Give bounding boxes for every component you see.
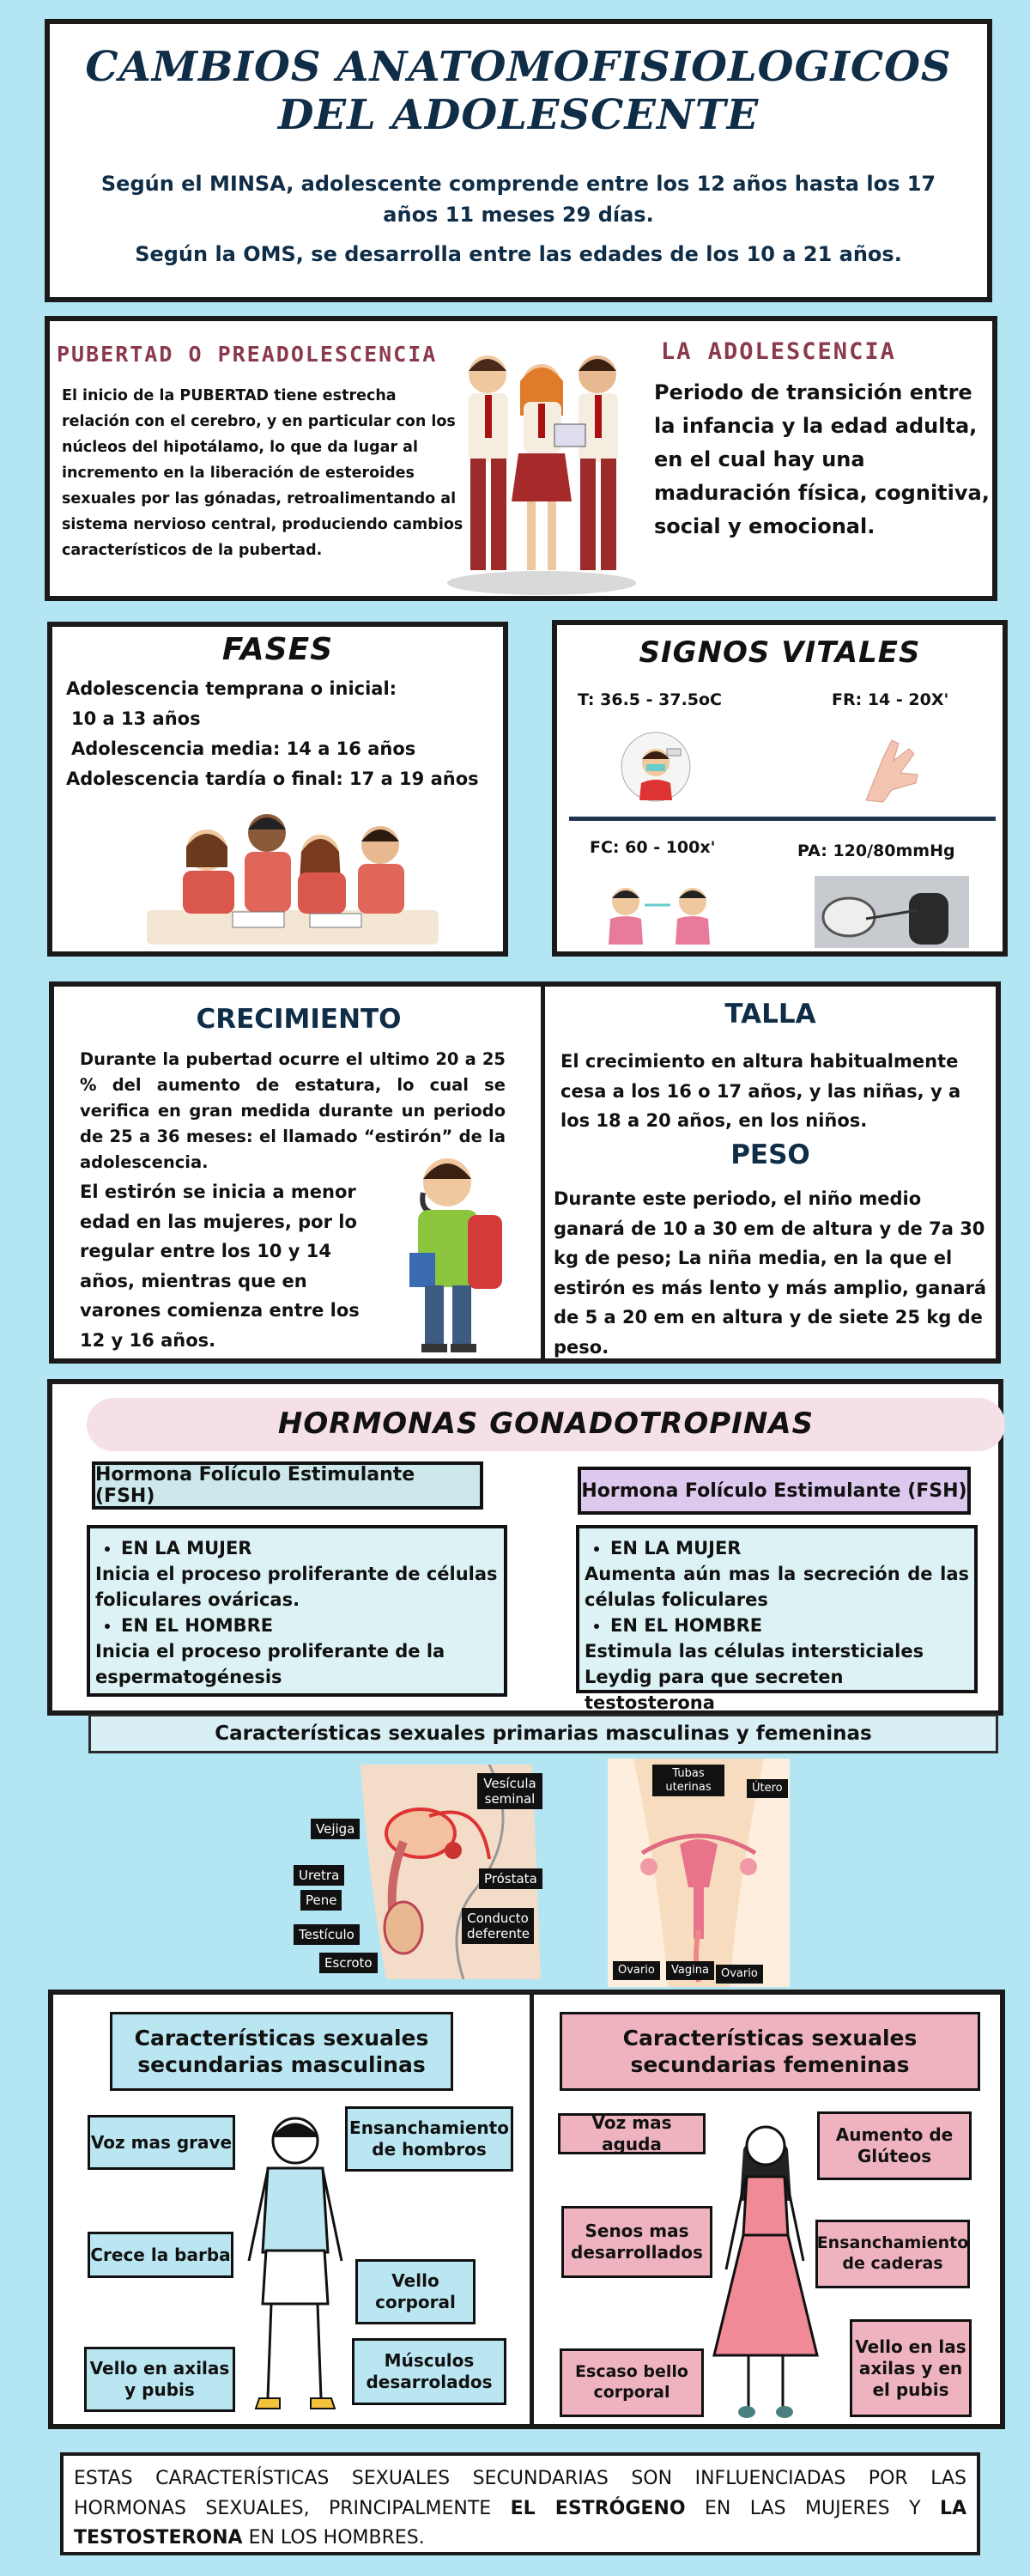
crecimiento-divider: [541, 987, 545, 1358]
secundarias-masculinas-title: Características sexuales secundarias masculinas: [110, 2012, 453, 2091]
hormonas-title: HORMONAS GONADOTROPINAS: [277, 1406, 815, 1441]
label-prostata: Próstata: [479, 1868, 542, 1889]
pubertad-title: PUBERTAD O PREADOLESCENCIA: [57, 342, 438, 367]
label-vesicula: Vesícula seminal: [477, 1773, 542, 1809]
talla-title: TALLA: [724, 999, 816, 1030]
fases-card: [47, 622, 508, 957]
secundarias-femeninas-title: Características sexuales secundarias femeninas: [560, 2012, 980, 2091]
fases-line1: Adolescencia temprana o inicial:: [66, 678, 397, 699]
fases-title: FASES: [221, 632, 334, 667]
label-uretra: Uretra: [294, 1865, 344, 1886]
label-pene: Pene: [300, 1890, 342, 1911]
pubertad-card: [45, 316, 997, 601]
footer-part3: EN LOS HOMBRES.: [248, 2527, 425, 2549]
signos-pa: PA: 120/80mmHg: [797, 841, 955, 860]
masc-hombros: Ensanchamiento de hombros: [345, 2106, 513, 2172]
header-card: [45, 19, 992, 302]
crecimiento-p1: Durante la pubertad ocurre el ultimo 20 a 25 % del aumento de estatura, lo cual se verifica en gran medida durante un periodo de 25 a 36 meses: el llamado “estirón” de la adolescencia.: [80, 1049, 506, 1172]
masc-axilas: Vello en axilas y pubis: [84, 2347, 235, 2412]
peso-text: Durante este periodo, el niño medio ganará de 10 a 30 em de altura y de 7a 30 kg de peso; La niña media, en la que el estirón es más lento y más amplio, ganará de 5 a 20 em en altura y de siete 25 kg de peso.: [554, 1188, 987, 1358]
talla-text: El crecimiento en altura habitualmente cesa a los 16 o 17 años, y las niñas, y a los 18 a 20 años, en los niños.: [560, 1051, 961, 1131]
label-ovario-1: Ovario: [613, 1961, 660, 1980]
fem-voz-aguda: Voz mas aguda: [558, 2113, 706, 2154]
fem-senos: Senos mas desarrollados: [561, 2206, 712, 2278]
label-conducto: Conducto deferente: [462, 1908, 534, 1944]
fases-line3: Adolescencia media: 14 a 16 años: [71, 738, 416, 759]
minsa-definition: Según el MINSA, adolescente comprende entre los 12 años hasta los 17 años 11 meses 29 días.: [100, 172, 936, 227]
fsh-left-body: [87, 1525, 507, 1697]
heart-rate-icon: [591, 876, 729, 948]
label-vagina: Vagina: [666, 1961, 714, 1980]
label-tubas: Tubas uterinas: [652, 1765, 724, 1796]
students-illustration: [434, 338, 649, 596]
fem-bello: Escaso bello corporal: [560, 2348, 704, 2417]
girl-figure-illustration: [706, 2106, 826, 2424]
page-title-line2: DEL ADOLESCENTE: [277, 91, 760, 139]
fsh-right-hombre-label: • EN EL HOMBRE: [610, 1613, 969, 1638]
footer-testosterona: LA TESTOSTERONA: [74, 2497, 967, 2549]
signos-divider: [569, 817, 996, 821]
secundarias-card: [48, 1990, 1005, 2429]
fsh-left-mujer-label: • EN LA MUJER: [121, 1535, 499, 1561]
pubertad-text: El inicio de la PUBERTAD tiene estrecha relación con el cerebro, y en particular con los núcleos del hipotálamo, lo que da lugar al incremento en la liberación de esteroides sexuales por las gónadas, retroalimentando al sistema nervioso central, produciendo cambios característicos de la pubertad.: [62, 387, 464, 559]
masc-musculos: Músculos desarrolados: [352, 2338, 506, 2405]
crecimiento-title: CRECIMIENTO: [196, 1004, 402, 1035]
blood-pressure-icon: [815, 876, 969, 948]
signos-title: SIGNOS VITALES: [639, 635, 921, 670]
label-ovario-2: Ovario: [716, 1965, 763, 1984]
adolescencia-title: LA ADOLESCENCIA: [661, 338, 896, 365]
studying-students-illustration: [138, 799, 447, 953]
page-title: [50, 43, 987, 139]
crecimiento-p2: El estirón se inicia a menor edad en las mujeres, por lo regular entre los 10 y 14 años, mientras que en varones comienza entre los 12 y 16 años.: [80, 1182, 360, 1351]
primarias-title-bar: Características sexuales primarias masculinas y femeninas: [88, 1714, 998, 1753]
masc-vello: Vello corporal: [355, 2259, 476, 2324]
crecimiento-card: [49, 981, 1001, 1364]
adolescencia-text: Periodo de transición entre la infancia y la edad adulta, en el cual hay una maduración física, cognitiva, social y emocional.: [654, 380, 990, 538]
fem-gluteos: Aumento de Glúteos: [817, 2111, 972, 2180]
fsh-right-hombre-text: Estimula las células intersticiales Leydig para que secreten testosterona: [585, 1641, 924, 1713]
fsh-right-body: [576, 1525, 978, 1713]
page-title-line1: CAMBIOS ANATOMOFISIOLOGICOS: [85, 43, 952, 91]
footer-card: [60, 2452, 980, 2555]
oms-definition: Según la OMS, se desarrolla entre las edades de los 10 a 21 años.: [135, 242, 902, 266]
fases-line2: 10 a 13 años: [71, 708, 201, 729]
signos-fc: FC: 60 - 100x': [590, 838, 716, 857]
hormonas-card: [47, 1379, 1003, 1716]
footer-estrogeno: EL ESTRÓGENO: [510, 2497, 686, 2519]
fases-line4: Adolescencia tardía o final: 17 a 19 años: [66, 769, 479, 789]
signos-fr: FR: 14 - 20X': [832, 690, 949, 709]
signos-card: [552, 620, 1008, 957]
fsh-right-mujer-text: Aumenta aún mas la secreción de las células foliculares: [585, 1564, 969, 1610]
fsh-left-hombre-label: • EN EL HOMBRE: [121, 1613, 499, 1638]
fem-axilas: Vello en las axilas y en el pubis: [850, 2319, 972, 2417]
boy-figure-illustration: [242, 2106, 354, 2424]
masc-voz-grave: Voz mas grave: [88, 2115, 235, 2170]
footer-text: [74, 2464, 966, 2554]
signos-temp: T: 36.5 - 37.5oC: [578, 690, 723, 709]
respiration-hand-icon: [849, 723, 935, 809]
fsh-left-hombre-text: Inicia el proceso proliferante de la espermatogénesis: [95, 1641, 445, 1687]
label-escroto: Escroto: [319, 1953, 378, 1973]
label-utero: Útero: [747, 1779, 788, 1798]
footer-part2: EN LAS MUJERES Y: [705, 2497, 921, 2519]
secundarias-divider: [530, 1995, 534, 2424]
label-testiculo: Testículo: [294, 1924, 360, 1945]
student-boy-illustration: [385, 1141, 514, 1356]
fem-caderas: Ensanchamiento de caderas: [815, 2220, 970, 2288]
fsh-right-mujer-label: • EN LA MUJER: [610, 1535, 969, 1561]
peso-title: PESO: [730, 1139, 810, 1170]
label-vejiga: Vejiga: [311, 1819, 360, 1839]
thermometer-icon: [617, 728, 694, 805]
fsh-left-header: Hormona Folículo Estimulante (FSH): [92, 1461, 483, 1510]
footer-part1: ESTAS CARACTERÍSTICAS SEXUALES SECUNDARIAS SON INFLUENCIADAS POR LAS HORMONAS SEXUALES, PRINCIPALMENTE: [74, 2468, 966, 2519]
masc-barba: Crece la barba: [88, 2232, 233, 2278]
fsh-right-header: Hormona Folículo Estimulante (FSH): [578, 1467, 971, 1515]
fsh-left-mujer-text: Inicia el proceso proliferante de células foliculares ováricas.: [95, 1564, 498, 1610]
